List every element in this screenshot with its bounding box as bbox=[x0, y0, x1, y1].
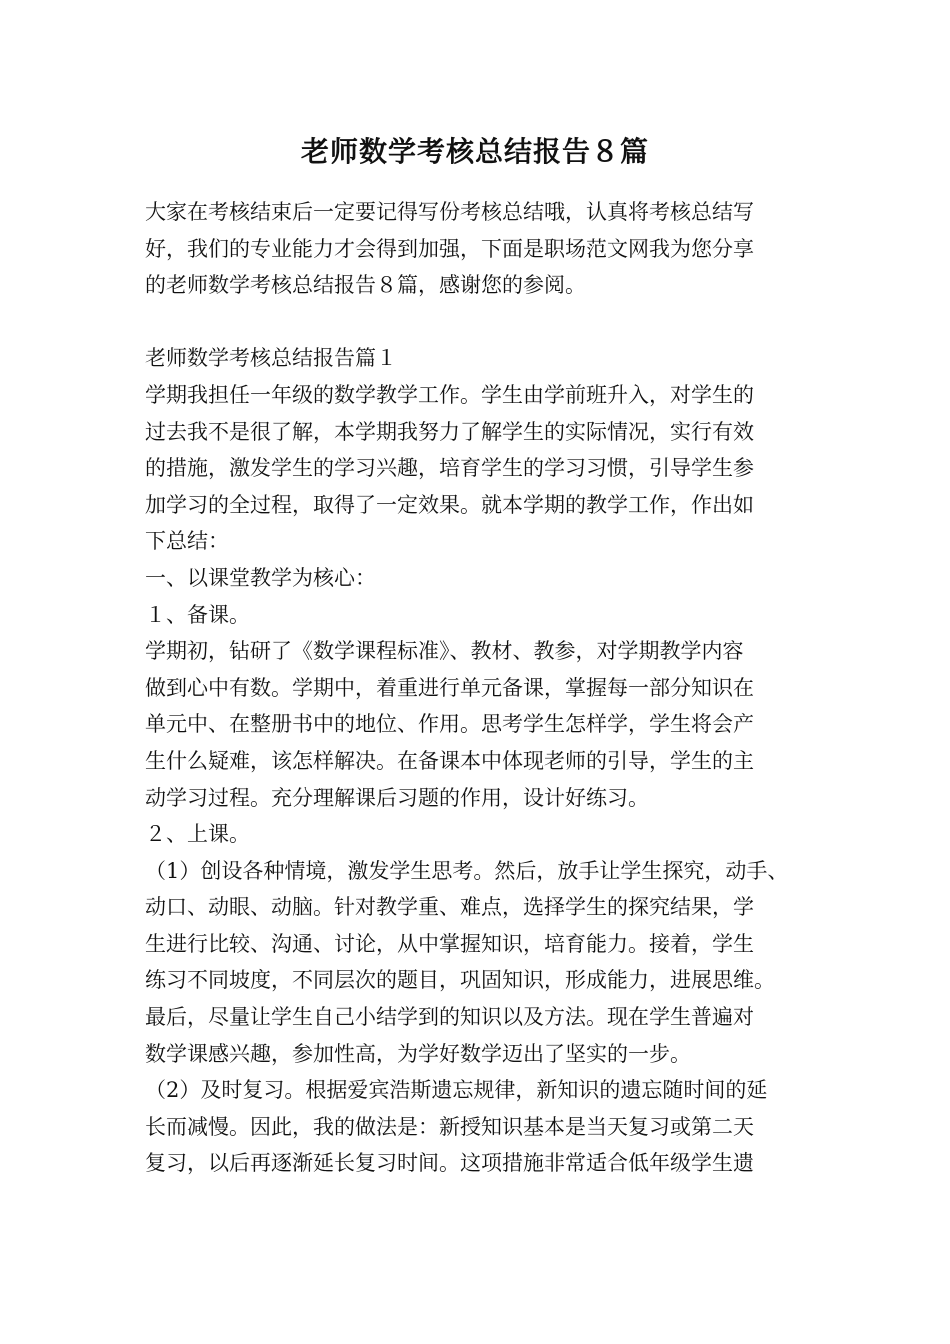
text-line: 加学习的全过程，取得了一定效果。就本学期的教学工作，作出如 bbox=[145, 492, 754, 517]
text-line: 过去我不是很了解，本学期我努力了解学生的实际情况，实行有效 bbox=[145, 419, 754, 444]
text-line: 最后，尽量让学生自己小结学到的知识以及方法。现在学生普遍对 bbox=[145, 1005, 754, 1030]
text-line: 复习，以后再逐渐延长复习时间。这项措施非常适合低年级学生遗 bbox=[145, 1151, 754, 1176]
text-line: 长而减慢。因此，我的做法是：新授知识基本是当天复习或第二天 bbox=[145, 1114, 754, 1139]
text-line: １、备课。 bbox=[145, 602, 250, 627]
text-line: 动学习过程。充分理解课后习题的作用，设计好练习。 bbox=[145, 785, 649, 810]
text-line: 一、以课堂教学为核心： bbox=[145, 565, 376, 590]
text-line: 数学课感兴趣，参加性高，为学好数学迈出了坚实的一步。 bbox=[145, 1041, 691, 1066]
text-line: （2）及时复习。根据爱宾浩斯遗忘规律，新知识的遗忘随时间的延 bbox=[145, 1078, 768, 1103]
text-line: 好，我们的专业能力才会得到加强，下面是职场范文网我为您分享 bbox=[145, 236, 754, 261]
text-line: 单元中、在整册书中的地位、作用。思考学生怎样学，学生将会产 bbox=[145, 712, 754, 737]
text-line: 学期初，钻研了《数学课程标准》、教材、教参，对学期教学内容 bbox=[145, 639, 744, 664]
text-line: 练习不同坡度，不同层次的题目，巩固知识，形成能力，进展思维。 bbox=[145, 968, 775, 993]
text-line: 的措施，激发学生的学习兴趣，培育学生的学习习惯，引导学生参 bbox=[145, 456, 754, 481]
text-line: 学期我担任一年级的数学教学工作。学生由学前班升入，对学生的 bbox=[145, 382, 754, 407]
document-title: 老师数学考核总结报告８篇 bbox=[300, 135, 649, 168]
text-line: 生什么疑难，该怎样解决。在备课本中体现老师的引导，学生的主 bbox=[145, 748, 754, 773]
text-line: 做到心中有数。学期中，着重进行单元备课，掌握每一部分知识在 bbox=[145, 675, 754, 700]
paragraph-gap bbox=[145, 304, 825, 341]
document-body bbox=[145, 194, 825, 1182]
text-line: 大家在考核结束后一定要记得写份考核总结哦，认真将考核总结写 bbox=[145, 200, 754, 224]
text-line: 的老师数学考核总结报告８篇，感谢您的参阅。 bbox=[145, 273, 586, 298]
text-line: 下总结： bbox=[145, 529, 229, 554]
text-line: 动口、动眼、动脑。针对教学重、难点，选择学生的探究结果，学 bbox=[145, 895, 754, 920]
text-line: 老师数学考核总结报告篇１ bbox=[145, 346, 397, 371]
text-line: 生进行比较、沟通、讨论，从中掌握知识，培育能力。接着，学生 bbox=[145, 931, 754, 956]
text-line: ２、上课。 bbox=[145, 822, 250, 847]
text-line: （1）创设各种情境，激发学生思考。然后，放手让学生探究，动手、 bbox=[145, 858, 789, 883]
